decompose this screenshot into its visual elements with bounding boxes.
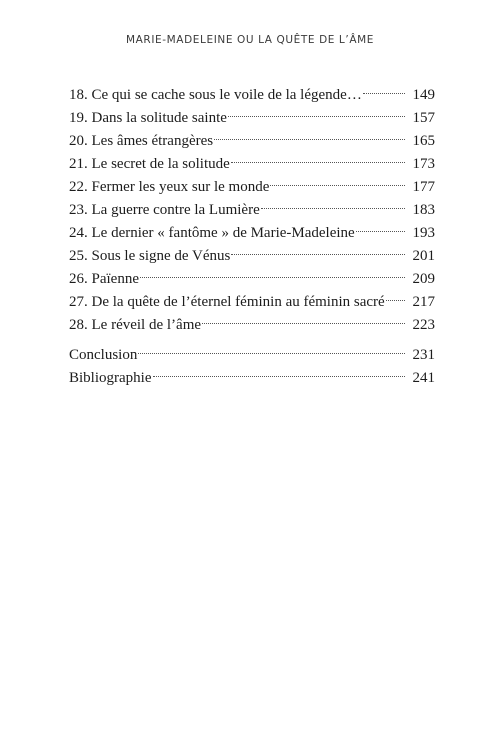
toc-entry-title: 26. Païenne [69, 271, 139, 287]
toc-entry [69, 79, 435, 103]
toc-entry-page: 177 [412, 179, 435, 195]
dot-leader [153, 362, 406, 382]
toc-entry-page: 149 [412, 87, 435, 103]
toc-entry [69, 240, 435, 264]
toc-entry-page: 193 [412, 225, 435, 241]
toc-entry [69, 125, 435, 149]
toc-entry-title: 25. Sous le signe de Vénus [69, 248, 231, 264]
toc-entry-title: 19. Dans la solitude sainte [69, 110, 227, 126]
dot-leader [202, 309, 405, 329]
toc-entry [69, 102, 435, 126]
dot-leader [356, 217, 405, 237]
toc-entry [69, 339, 435, 363]
toc-entry-title: 20. Les âmes étrangères [69, 133, 214, 149]
toc-entry [69, 194, 435, 218]
toc-entry-page: 173 [412, 156, 435, 172]
toc-entry [69, 148, 435, 172]
dot-leader [228, 102, 405, 122]
toc-entry-page: 183 [412, 202, 435, 218]
dot-leader [231, 148, 405, 168]
toc-entry [69, 171, 435, 195]
dot-leader [214, 125, 405, 145]
toc-entry [69, 286, 435, 310]
toc-entry-title: Bibliographie [69, 370, 152, 386]
dot-leader [138, 339, 405, 359]
dot-leader [140, 263, 405, 283]
dot-leader [270, 171, 405, 191]
toc-entry [69, 309, 435, 333]
toc-entry [69, 263, 435, 287]
dot-leader [261, 194, 405, 214]
toc-entry-title: 27. De la quête de l’éternel féminin au féminin sacré [69, 294, 385, 310]
toc-entry-page: 201 [412, 248, 435, 264]
toc-entry-title: 23. La guerre contre la Lumière [69, 202, 260, 218]
toc-entry-title: 21. Le secret de la solitude [69, 156, 230, 172]
toc-entry-page: 241 [412, 370, 435, 386]
dot-leader [231, 240, 405, 260]
dot-leader [363, 79, 405, 99]
toc-entry-title: 18. Ce qui se cache sous le voile de la légende… [69, 87, 362, 103]
toc-entry-page: 157 [412, 110, 435, 126]
toc-entry-page: 223 [412, 317, 435, 333]
running-header: MARIE-MADELEINE OU LA QUÊTE DE L’ÂME [125, 34, 375, 46]
toc-entry [69, 362, 435, 386]
toc-entry-page: 217 [412, 294, 435, 310]
toc-entry-title: 22. Fermer les yeux sur le monde [69, 179, 270, 195]
toc-entry-page: 165 [412, 133, 435, 149]
toc-entry-title: 28. Le réveil de l’âme [69, 317, 202, 333]
toc-entry-title: 24. Le dernier « fantôme » de Marie-Madeleine [69, 225, 355, 241]
toc-entry-title: Conclusion [69, 347, 138, 363]
toc-entry [69, 217, 435, 241]
toc-entry-page: 209 [412, 271, 435, 287]
dot-leader [386, 286, 405, 306]
toc-entry-page: 231 [412, 347, 435, 363]
